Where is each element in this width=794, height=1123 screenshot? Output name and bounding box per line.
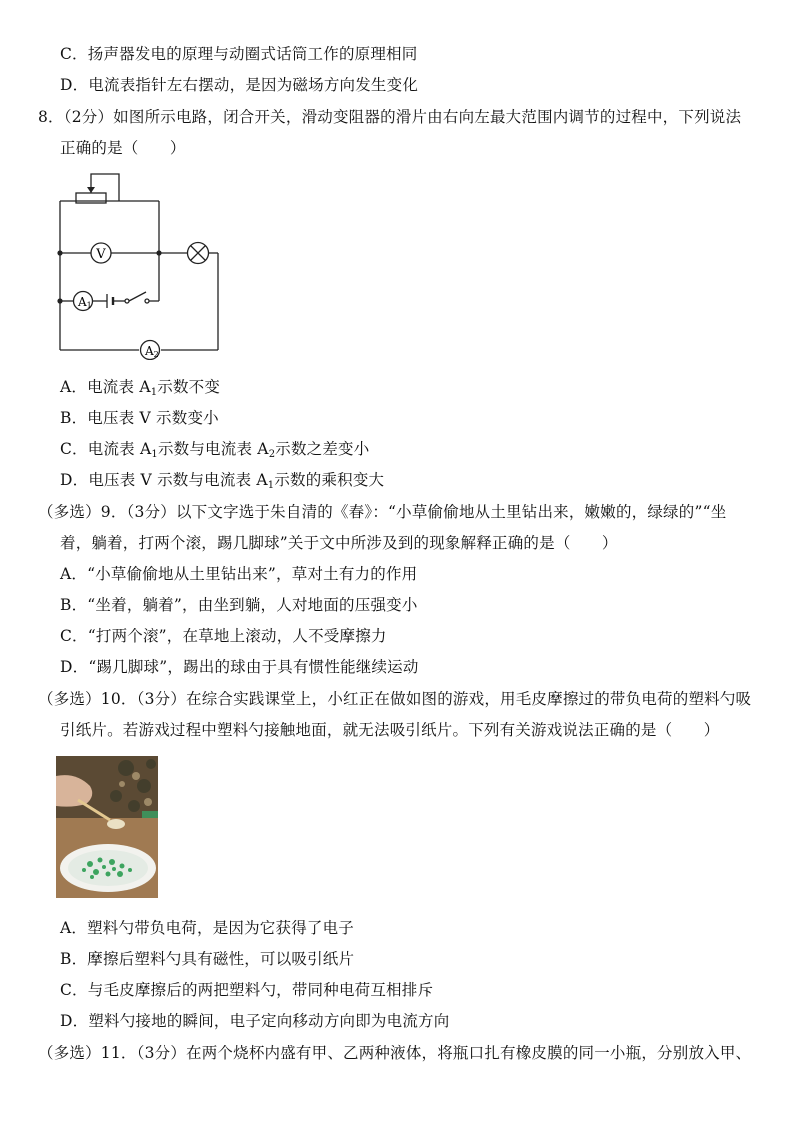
q9-option-c: C．“打两个滚”，在草地上滚动，人不受摩擦力 bbox=[60, 627, 387, 645]
q8-option-b: B．电压表 V 示数变小 bbox=[60, 409, 219, 427]
q10-stem-line2: 引纸片。若游戏过程中塑料勺接触地面，就无法吸引纸片。下列有关游戏说法正确的是（ ） bbox=[60, 721, 720, 739]
q10-option-c: C．与毛皮摩擦后的两把塑料勺，带同种电荷互相排斥 bbox=[60, 981, 434, 999]
circuit-diagram bbox=[50, 168, 230, 360]
q7-option-c: C．扬声器发电的原理与动圈式话筒工作的原理相同 bbox=[60, 45, 418, 63]
q8-option-a: A．电流表 $A_1$示数不变 bbox=[60, 378, 221, 398]
ammeter-a1 bbox=[74, 292, 93, 311]
q10-option-d: D．塑料勺接地的瞬间，电子定向移动方向即为电流方向 bbox=[60, 1012, 450, 1030]
voltmeter-label: V bbox=[96, 247, 106, 262]
a2-letter: A bbox=[145, 344, 154, 358]
q9-option-a: A．“小草偷偷地从土里钻出来”，草对土有力的作用 bbox=[60, 565, 418, 583]
q11-stem-line1: （多选）11．（3分）在两个烧杯内盛有甲、乙两种液体，将瓶口扎有橡皮膜的同一小瓶，分别放入甲、 bbox=[38, 1044, 752, 1062]
a2-sub: 2 bbox=[153, 350, 159, 359]
battery bbox=[107, 294, 113, 308]
q9-option-b: B．“坐着，躺着”，由坐到躺，人对地面的压强变小 bbox=[60, 596, 418, 614]
lamp bbox=[188, 243, 209, 264]
q8-stem-line1: 8．（2分）如图所示电路，闭合开关，滑动变阻器的滑片由右向左最大范围内调节的过程中，下列说法 bbox=[38, 108, 742, 126]
q8-stem-line2: 正确的是（ ） bbox=[60, 139, 186, 157]
q8-option-d: D．电压表 V 示数与电流表 $A_1$示数的乘积变大 bbox=[60, 471, 385, 491]
a1-sub: 1 bbox=[86, 301, 92, 310]
q10-stem-line1: （多选）10．（3分）在综合实践课堂上，小红正在做如图的游戏，用毛皮摩擦过的带负电荷的塑料勺吸 bbox=[38, 690, 752, 708]
q8-option-c: C．电流表 $A_1$示数与电流表 $A_2$示数之差变小 bbox=[60, 440, 370, 460]
q9-option-d: D．“踢几脚球”，踢出的球由于具有惯性能继续运动 bbox=[60, 658, 419, 676]
rheostat-slider bbox=[91, 174, 119, 201]
voltmeter bbox=[91, 243, 111, 263]
spoon-game-photo bbox=[56, 756, 158, 898]
switch bbox=[125, 292, 149, 303]
q7-option-d: D．电流表指针左右摆动，是因为磁场方向发生变化 bbox=[60, 76, 419, 94]
ammeter-a2 bbox=[141, 341, 160, 360]
q10-option-a: A．塑料勺带负电荷，是因为它获得了电子 bbox=[60, 919, 354, 937]
q10-option-b: B．摩擦后塑料勺具有磁性，可以吸引纸片 bbox=[60, 950, 355, 968]
q9-stem-line1: （多选）9．（3分）以下文字选于朱自清的《春》：“小草偷偷地从土里钻出来，嫩嫩的，绿绿的”“坐 bbox=[38, 503, 727, 521]
q9-stem-line2: 着，躺着，打两个滚，踢几脚球”关于文中所涉及到的现象解释正确的是（ ） bbox=[60, 534, 618, 552]
a1-letter: A bbox=[78, 295, 87, 309]
